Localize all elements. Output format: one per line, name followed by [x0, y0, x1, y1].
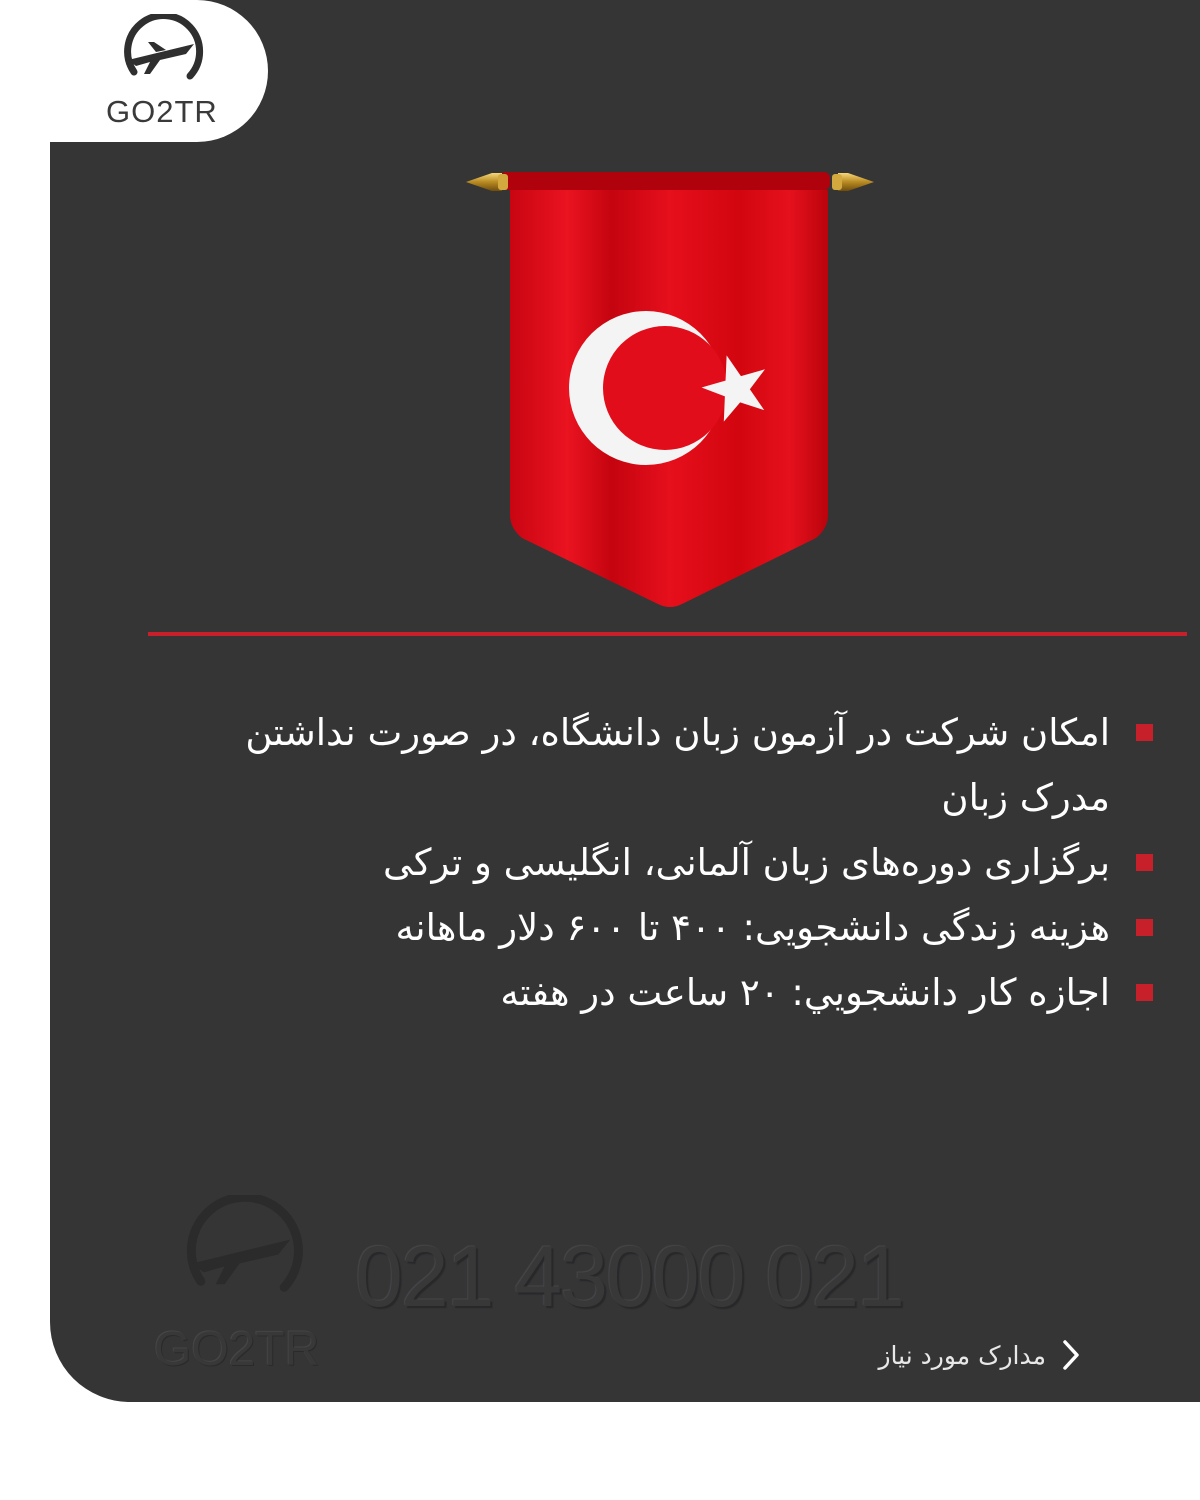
square-bullet-icon — [1136, 919, 1153, 936]
watermark-airplane-icon — [180, 1195, 305, 1320]
list-item — [150, 830, 1155, 895]
list-item — [150, 700, 1155, 830]
feature-text: هزینه زندگی دانشجویی: ۴۰۰ تا ۶۰۰ دلار ماهانه — [395, 906, 1110, 949]
brand-logo-text: GO2TR — [106, 94, 218, 129]
footer-link-label: مدارک مورد نیاز — [878, 1340, 1046, 1370]
feature-list — [150, 700, 1155, 1025]
square-bullet-icon — [1136, 724, 1153, 741]
list-item — [150, 960, 1155, 1025]
airplane-orbit-icon — [120, 14, 204, 98]
turkey-flag-pennant — [460, 160, 880, 620]
list-item — [150, 895, 1155, 960]
section-divider — [148, 632, 1187, 636]
brand-logo[interactable] — [50, 0, 268, 142]
square-bullet-icon — [1136, 854, 1153, 871]
chevron-right-icon — [1060, 1338, 1082, 1372]
required-documents-link[interactable] — [878, 1338, 1082, 1372]
feature-text: امکان شرکت در آزمون زبان دانشگاه، در صورت نداشتن مدرک زبان — [245, 711, 1110, 819]
content-card — [50, 0, 1200, 1402]
square-bullet-icon — [1136, 984, 1153, 1001]
feature-text: اجازه کار دانشجويي: ۲۰ ساعت در هفته — [500, 971, 1110, 1014]
watermark-phone-number: 021 43000 021 — [355, 1229, 903, 1325]
watermark-logo-text: GO2TR — [154, 1323, 320, 1376]
feature-text: برگزاری دوره‌های زبان آلمانی، انگلیسی و ترکی — [383, 841, 1110, 884]
